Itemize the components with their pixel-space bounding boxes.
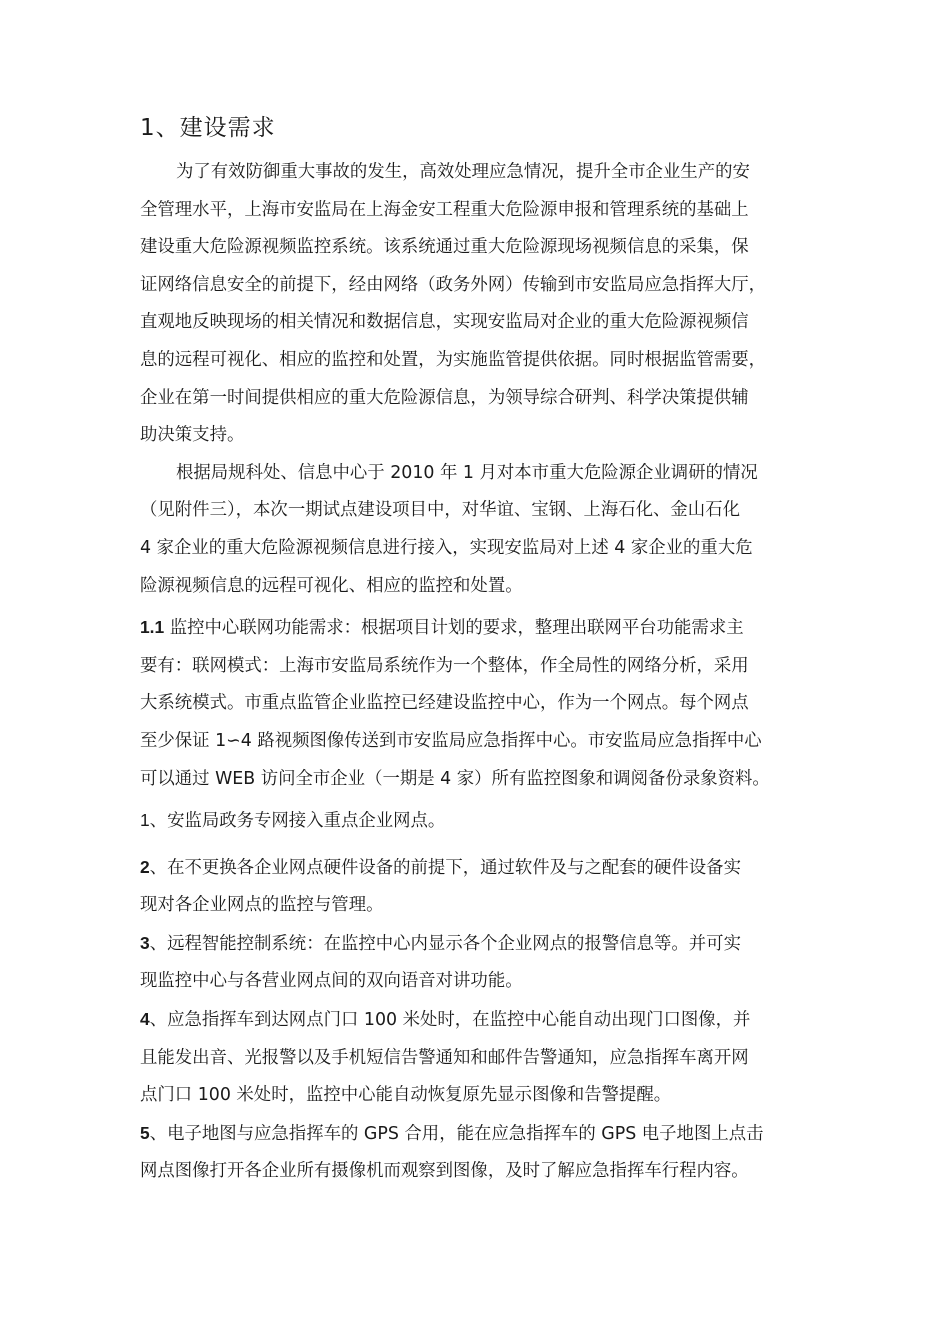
text-line: 且能发出音、光报警以及手机短信告警通知和邮件告警通知，应急指挥车离开网: [140, 1047, 749, 1068]
text-line: 建设重大危险源视频监控系统。该系统通过重大危险源现场视频信息的采集，保: [140, 237, 749, 258]
text-line: 全管理水平，上海市安监局在上海金安工程重大危险源申报和管理系统的基础上: [140, 199, 749, 220]
item-number: 5: [140, 1122, 150, 1143]
text-line: 点门口 100 米处时，监控中心能自动恢复原先显示图像和告警提醒。: [140, 1085, 672, 1106]
list-item-2: [140, 849, 830, 925]
text-line: 险源视频信息的远程可视化、相应的监控和处置。: [140, 575, 523, 596]
section-number: 1.1: [140, 617, 165, 638]
text-line: 可以通过 WEB 访问全市企业（一期是 4 家）所有监控图象和调阅备份录象资料。: [140, 768, 770, 789]
list-item-4: [140, 1001, 830, 1115]
text-line: 要有：联网模式：上海市安监局系统作为一个整体，作全局性的网络分析，采用: [140, 655, 749, 676]
text-fragment: 监控中心联网功能需求：根据项目计划的要求，整理出联网平台功能需求主: [164, 618, 744, 639]
text-line: 证网络信息安全的前提下，经由网络（政务外网）传输到市安监局应急指挥大厅，: [140, 274, 767, 295]
item-number: 3: [140, 932, 150, 953]
item-number: 2: [140, 856, 150, 877]
text-line: 为了有效防御重大事故的发生，高效处理应急情况，提升全市企业生产的安: [176, 162, 750, 182]
text-line: 现对各企业网点的监控与管理。: [140, 895, 384, 916]
text-fragment: 、安监局政务专网接入重点企业网点。: [149, 811, 446, 832]
text-line: 网点图像打开各企业所有摄像机而观察到图像，及时了解应急指挥车行程内容。: [140, 1161, 749, 1182]
text-line: [140, 609, 830, 648]
text-fragment: 、远程智能控制系统：在监控中心内显示各个企业网点的报警信息等。并可实: [149, 933, 741, 954]
text-line: 大系统模式。市重点监管企业监控已经建设监控中心，作为一个网点。每个网点: [140, 693, 749, 714]
text-line: 现监控中心与各营业网点间的双向语音对讲功能。: [140, 971, 523, 992]
text-fragment: 、电子地图与应急指挥车的 GPS 合用，能在应急指挥车的 GPS 电子地图上点击: [149, 1123, 764, 1144]
list-item-5: [140, 1115, 830, 1191]
text-line: [140, 802, 830, 841]
text-line: [140, 849, 830, 888]
text-line: 息的远程可视化、相应的监控和处置，为实施监管提供依据。同时根据监管需要，: [140, 349, 767, 370]
text-line: 至少保证 1∽4 路视频图像传送到市安监局应急指挥中心。市安监局应急指挥中心: [140, 730, 762, 751]
item-number: 1: [140, 810, 150, 831]
item-number: 4: [140, 1009, 150, 1030]
text-line: 助决策支持。: [140, 425, 245, 446]
text-line: [140, 925, 830, 964]
list-item-3: [140, 925, 830, 1001]
section-1-1: [140, 609, 830, 798]
document-content: [140, 108, 830, 1191]
paragraph-survey: [140, 455, 830, 605]
paragraph-intro: [140, 154, 830, 455]
text-line: 企业在第一时间提供相应的重大危险源信息，为领导综合研判、科学决策提供辅: [140, 387, 749, 408]
text-line: 直观地反映现场的相关情况和数据信息，实现安监局对企业的重大危险源视频信: [140, 312, 749, 333]
list-item-1: [140, 802, 830, 841]
text-fragment: 、应急指挥车到达网点门口 100 米处时，在监控中心能自动出现门口图像，并: [149, 1010, 751, 1031]
text-line: （见附件三），本次一期试点建设项目中，对华谊、宝钢、上海石化、金山石化: [140, 500, 740, 521]
text-fragment: 、在不更换各企业网点硬件设备的前提下，通过软件及与之配套的硬件设备实: [149, 857, 741, 878]
section-heading: 1、建设需求: [140, 115, 276, 141]
text-line: [140, 1115, 830, 1154]
text-line: 4 家企业的重大危险源视频信息进行接入，实现安监局对上述 4 家企业的重大危: [140, 537, 753, 558]
text-line: [140, 1001, 830, 1040]
text-line: 根据局规科处、信息中心于 2010 年 1 月对本市重大危险源企业调研的情况: [176, 462, 758, 483]
